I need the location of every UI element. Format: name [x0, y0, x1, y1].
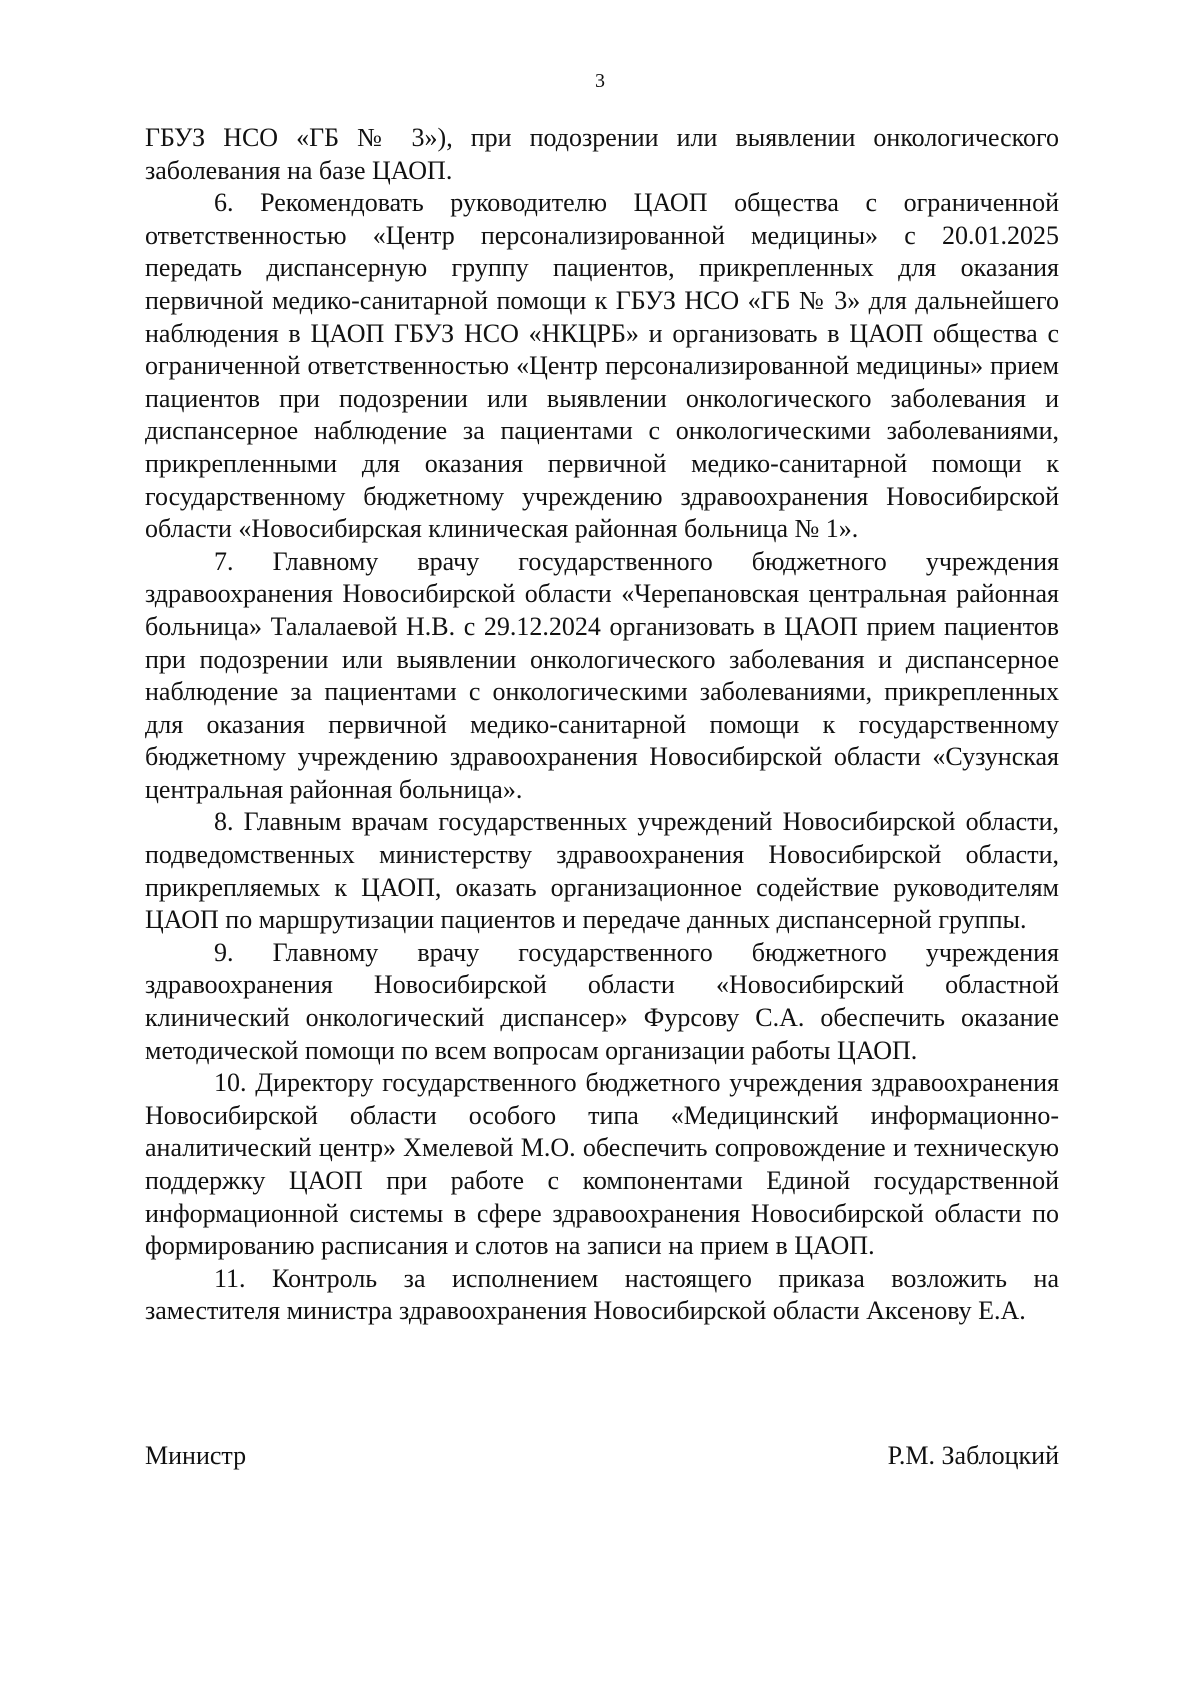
paragraph-item-7: 7. Главному врачу государственного бюджетного учреждения здравоохранения Новосибирской области «Черепановская центральная районная больница» Талалаевой Н.В. с 29.12.2024 организовать в ЦАОП прием пациентов при подозрении или выявлении онкологического заболевания и диспансерное наблюдение за пациентами с онкологическими заболеваниями, прикрепленных для оказания первичной медико-санитарной помощи к государственному бюджетному учреждению здравоохранения Новосибирской области «Сузунская центральная районная больница». [145, 546, 1059, 804]
paragraph-item-10: 10. Директору государственного бюджетного учреждения здравоохранения Новосибирской области особого типа «Медицинский информационно-аналитический центр» Хмелевой М.О. обеспечить сопровождение и техническую поддержку ЦАОП при работе с компонентами Единой государственной информационной системы в сфере здравоохранения Новосибирской области по формированию расписания и слотов на записи на прием в ЦАОП. [145, 1068, 1059, 1261]
paragraph-item-9: 9. Главному врачу государственного бюджетного учреждения здравоохранения Новосибирской области «Новосибирский областной клинический онкологический диспансер» Фурсову С.А. обеспечить оказание методической помощи по всем вопросам организации работы ЦАОП. [145, 937, 1059, 1065]
signature-block [145, 1441, 1059, 1471]
paragraph-continuation: ГБУЗ НСО «ГБ № 3»), при подозрении или выявлении онкологического заболевания на базе ЦАОП. [145, 123, 1059, 185]
document-body [145, 122, 1059, 1328]
paragraph-item-11: 11. Контроль за исполнением настоящего приказа возложить на заместителя министра здравоохранения Новосибирской области Аксенову Е.А. [145, 1263, 1059, 1326]
page-number: 3 [595, 70, 605, 92]
signature-name: Р.М. Заблоцкий [887, 1441, 1059, 1470]
paragraph-item-8: 8. Главным врачам государственных учреждений Новосибирской области, подведомственных министерству здравоохранения Новосибирской области, прикрепляемых к ЦАОП, оказать организационное содействие руководителям ЦАОП по маршрутизации пациентов и передаче данных диспансерной группы. [145, 807, 1059, 935]
signature-title: Министр [145, 1441, 247, 1470]
paragraph-item-6: 6. Рекомендовать руководителю ЦАОП общества с ограниченной ответственностью «Центр персонализированной медицины» с 20.01.2025 передать диспансерную группу пациентов, прикрепленных для оказания первичной медико-санитарной помощи к ГБУЗ НСО «ГБ № 3» для дальнейшего наблюдения в ЦАОП ГБУЗ НСО «НКЦРБ» и организовать в ЦАОП общества с ограниченной ответственностью «Центр персонализированной медицины» прием пациентов при подозрении или выявлении онкологического заболевания и диспансерное наблюдение за пациентами с онкологическими заболеваниями, прикрепленными для оказания первичной медико-санитарной помощи к государственному бюджетному учреждению здравоохранения Новосибирской области «Новосибирская клиническая районная больница № 1». [145, 188, 1059, 544]
